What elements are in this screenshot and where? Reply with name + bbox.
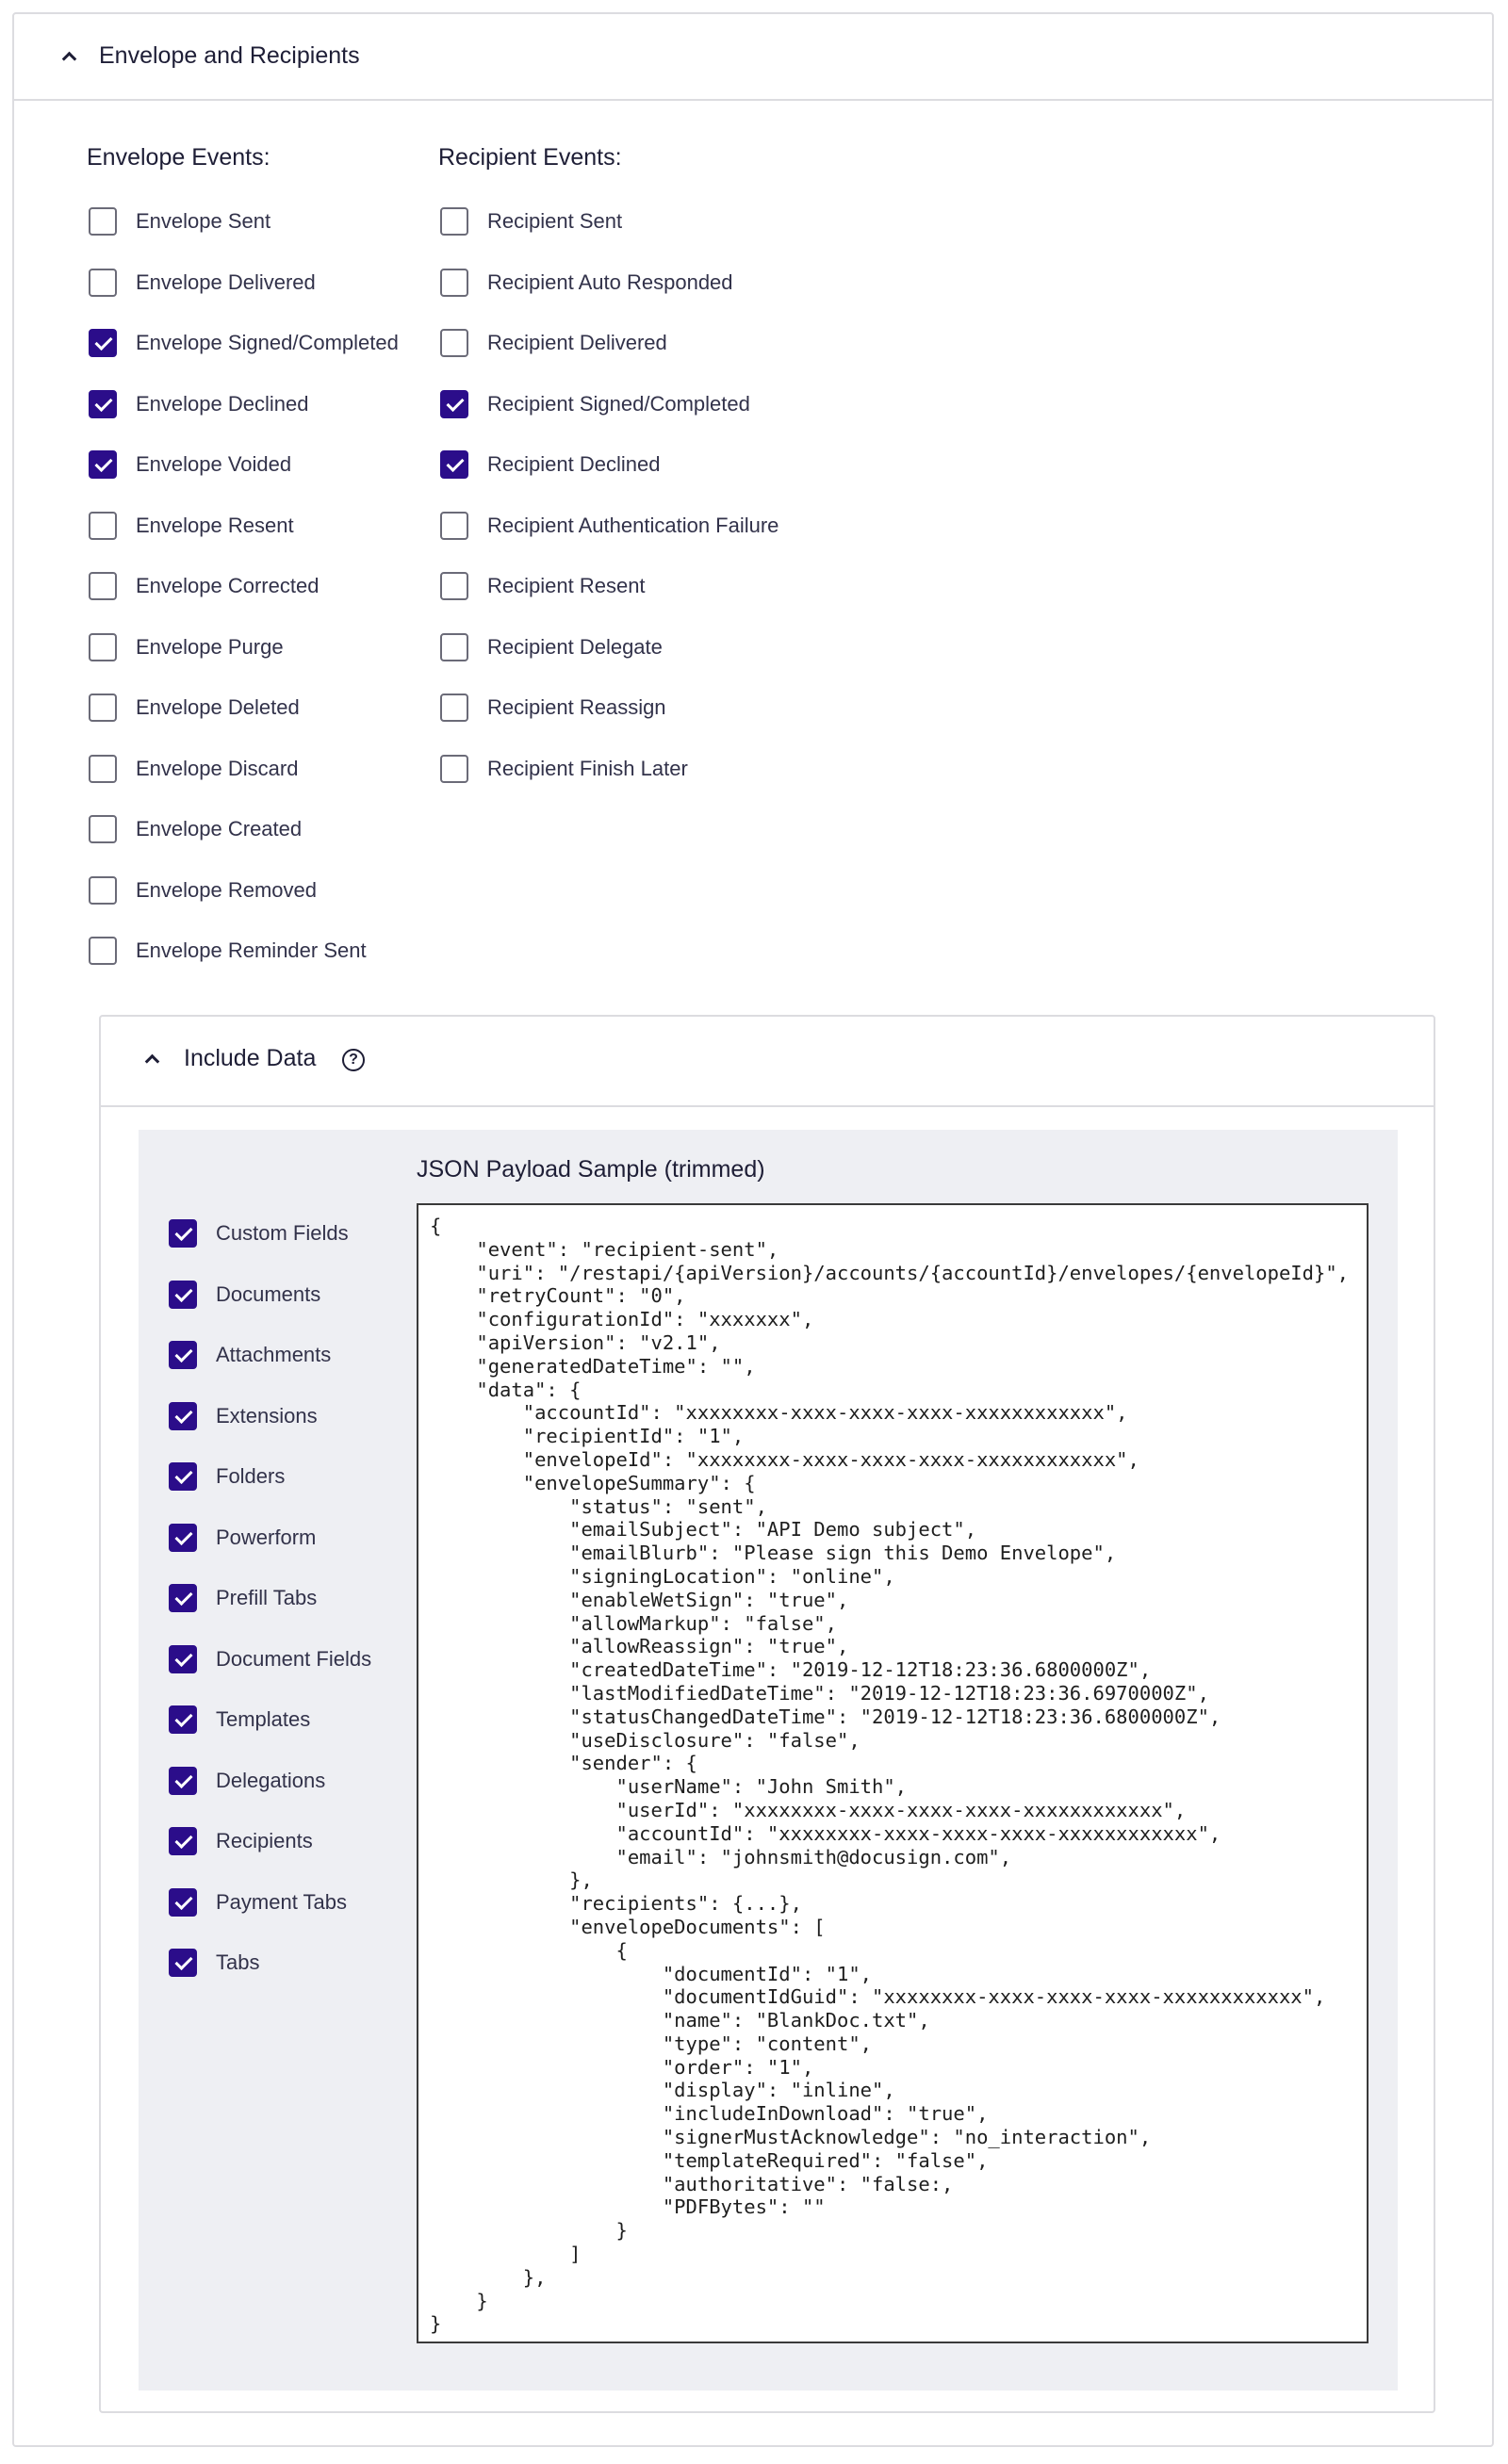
checkbox-unchecked-icon[interactable] (89, 633, 117, 661)
checkbox-recipient-delivered[interactable] (440, 324, 667, 362)
checkbox-checked-icon[interactable] (169, 1949, 197, 1977)
checkbox-label: Envelope Reminder Sent (136, 938, 367, 962)
checkbox-checked-icon[interactable] (169, 1827, 197, 1855)
checkbox-envelope-discard[interactable] (89, 750, 298, 788)
envelope-recipients-header[interactable] (14, 14, 1492, 101)
checkbox-envelope-resent[interactable] (89, 507, 294, 545)
checkbox-label: Recipients (216, 1829, 313, 1852)
help-icon[interactable]: ? (342, 1049, 365, 1071)
checkbox-label: Recipient Resent (487, 574, 646, 597)
checkbox-envelope-voided[interactable] (89, 446, 291, 483)
checkbox-label: Envelope Resent (136, 513, 294, 537)
checkbox-label: Envelope Sent (136, 209, 271, 233)
checkbox-label: Envelope Signed/Completed (136, 331, 399, 354)
checkbox-attachments[interactable] (169, 1336, 331, 1374)
checkbox-unchecked-icon[interactable] (440, 329, 468, 357)
section-title: Envelope and Recipients (99, 42, 360, 69)
checkbox-envelope-corrected[interactable] (89, 567, 319, 605)
checkbox-envelope-removed[interactable] (89, 872, 317, 909)
json-payload-code: { "event": "recipient-sent", "uri": "/restapi/{apiVersion}/accounts/{accountId}/envelopes/{envelopeId}", "retryCount": "0", "configurationId": "xxxxxxx", "apiVersion": "v2.1", "generatedDateTime": "", "data": { "accountId": "xxxxxxxx-xxxx-xxxx-xxxx-xxxxxxxxxxxx", "recipientId": "1", "envelopeId": "xxxxxxxx-xxxx-xxxx-xxxx-xxxxxxxxxxxx", "envelopeSummary": { "status": "sent", "emailSubject": "API Demo subject", "emailBlurb": "Please sign this Demo Envelope", "signingLocation": "online", "enableWetSign": "true", "allowMarkup": "false", "allowReassign": "true", "createdDateTime": "2019-12-12T18:23:36.6800000Z", "lastModifiedDateTime": "2019-12-12T18:23:36.6970000Z", "statusChangedDateTime": "2019-12-12T18:23:36.6800000Z", "useDisclosure": "false", "sender": { "userName": "John Smith", "userId": "xxxxxxxx-xxxx-xxxx-xxxx-xxxxxxxxxxxx", "accountId": "xxxxxxxx-xxxx-xxxx-xxxx-xxxxxxxxxxxx", "email": "johnsmith@docusign.com", }, "recipients": {...}, "envelopeDocuments": [ { "documentId": "1", "documentIdGuid": "xxxxxxxx-xxxx-xxxx-xxxx-xxxxxxxxxxxx", "name": "BlankDoc.txt", "type": "content", "order": "1", "display": "inline", "includeInDownload": "true", "signerMustAcknowledge": "no_interaction", "templateRequired": "false", "authoritative": "false:, "PDFBytes": "" } ] }, } } (430, 1215, 1350, 2336)
include-data-title: Include Data (184, 1045, 317, 1071)
checkbox-unchecked-icon[interactable] (89, 815, 117, 843)
checkbox-label: Envelope Discard (136, 756, 299, 780)
checkbox-checked-icon[interactable] (169, 1705, 197, 1734)
checkbox-label: Recipient Finish Later (487, 756, 688, 780)
checkbox-label: Envelope Removed (136, 877, 318, 902)
checkbox-envelope-deleted[interactable] (89, 689, 300, 726)
checkbox-label: Recipient Delivered (487, 331, 667, 354)
checkbox-powerform[interactable] (169, 1519, 316, 1557)
checkbox-label: Extensions (216, 1403, 318, 1428)
checkbox-recipients[interactable] (169, 1822, 313, 1860)
checkbox-unchecked-icon[interactable] (89, 572, 117, 600)
checkbox-checked-icon[interactable] (440, 450, 468, 479)
checkbox-label: Recipient Reassign (487, 695, 666, 719)
checkbox-label: Envelope Purge (136, 634, 284, 659)
checkbox-label: Recipient Delegate (487, 634, 663, 659)
checkbox-unchecked-icon[interactable] (89, 512, 117, 540)
checkbox-unchecked-icon[interactable] (89, 207, 117, 236)
checkbox-checked-icon[interactable] (169, 1341, 197, 1369)
checkbox-label: Delegations (216, 1768, 326, 1792)
checkbox-recipient-reassign[interactable] (440, 689, 666, 726)
checkbox-envelope-sent[interactable] (89, 203, 270, 240)
checkbox-unchecked-icon[interactable] (440, 269, 468, 297)
checkbox-document-fields[interactable] (169, 1640, 371, 1678)
checkbox-prefill-tabs[interactable] (169, 1579, 317, 1617)
checkbox-checked-icon[interactable] (169, 1281, 197, 1309)
checkbox-envelope-declined[interactable] (89, 385, 308, 423)
checkbox-payment-tabs[interactable] (169, 1884, 347, 1921)
checkbox-unchecked-icon[interactable] (89, 876, 117, 905)
checkbox-checked-icon[interactable] (89, 450, 117, 479)
include-data-panel (99, 1015, 1435, 2413)
chevron-up-icon[interactable] (61, 49, 74, 62)
checkbox-unchecked-icon[interactable] (89, 269, 117, 297)
checkbox-unchecked-icon[interactable] (89, 937, 117, 965)
checkbox-checked-icon[interactable] (169, 1402, 197, 1430)
checkbox-templates[interactable] (169, 1701, 310, 1738)
checkbox-checked-icon[interactable] (169, 1462, 197, 1491)
checkbox-label: Recipient Auto Responded (487, 269, 733, 294)
checkbox-unchecked-icon[interactable] (440, 207, 468, 236)
checkbox-unchecked-icon[interactable] (440, 694, 468, 722)
checkbox-unchecked-icon[interactable] (440, 572, 468, 600)
checkbox-label: Recipient Signed/Completed (487, 391, 750, 416)
checkbox-label: Recipient Declined (487, 452, 661, 476)
checkbox-unchecked-icon[interactable] (89, 755, 117, 783)
checkbox-documents[interactable] (169, 1276, 320, 1314)
checkbox-label: Recipient Sent (487, 209, 623, 233)
checkbox-recipient-declined[interactable] (440, 446, 660, 483)
checkbox-label: Document Fields (216, 1646, 372, 1671)
checkbox-checked-icon[interactable] (169, 1524, 197, 1552)
envelope-recipients-panel (12, 12, 1494, 2447)
checkbox-label: Envelope Corrected (136, 574, 320, 597)
checkbox-envelope-signed-completed[interactable] (89, 324, 399, 362)
checkbox-label: Envelope Created (136, 817, 303, 840)
checkbox-label: Attachments (216, 1343, 332, 1366)
json-payload-title: JSON Payload Sample (trimmed) (417, 1156, 765, 1183)
checkbox-envelope-purge[interactable] (89, 628, 284, 666)
checkbox-delegations[interactable] (169, 1762, 325, 1800)
checkbox-recipient-finish-later[interactable] (440, 750, 688, 788)
include-data-header[interactable] (101, 1017, 1434, 1107)
checkbox-envelope-created[interactable] (89, 810, 302, 848)
checkbox-label: Documents (216, 1281, 321, 1306)
checkbox-label: Envelope Declined (136, 391, 309, 416)
checkbox-label: Prefill Tabs (216, 1586, 318, 1609)
checkbox-label: Custom Fields (216, 1221, 349, 1245)
checkbox-recipient-delegate[interactable] (440, 628, 663, 666)
checkbox-label: Recipient Authentication Failure (487, 513, 779, 537)
checkbox-checked-icon[interactable] (169, 1767, 197, 1795)
checkbox-folders[interactable] (169, 1458, 285, 1495)
checkbox-envelope-reminder-sent[interactable] (89, 932, 367, 970)
recipient-events-title: Recipient Events: (438, 144, 622, 171)
checkbox-envelope-delivered[interactable] (89, 264, 316, 302)
json-payload-box[interactable] (417, 1203, 1369, 2343)
checkbox-label: Envelope Delivered (136, 269, 316, 294)
checkbox-checked-icon[interactable] (89, 390, 117, 418)
checkbox-label: Powerform (216, 1525, 317, 1549)
checkbox-checked-icon[interactable] (169, 1584, 197, 1612)
checkbox-checked-icon[interactable] (169, 1888, 197, 1917)
checkbox-recipient-auto-responded[interactable] (440, 264, 733, 302)
checkbox-label: Envelope Voided (136, 452, 292, 476)
checkbox-recipient-resent[interactable] (440, 567, 646, 605)
checkbox-label: Envelope Deleted (136, 695, 300, 719)
envelope-events-title: Envelope Events: (87, 144, 270, 171)
checkbox-label: Templates (216, 1707, 311, 1731)
checkbox-checked-icon[interactable] (89, 329, 117, 357)
chevron-up-icon[interactable] (144, 1052, 157, 1065)
checkbox-checked-icon[interactable] (440, 390, 468, 418)
checkbox-extensions[interactable] (169, 1397, 318, 1435)
checkbox-checked-icon[interactable] (169, 1219, 197, 1248)
checkbox-recipient-sent[interactable] (440, 203, 622, 240)
checkbox-unchecked-icon[interactable] (440, 755, 468, 783)
include-data-content (139, 1130, 1398, 2391)
checkbox-unchecked-icon[interactable] (440, 512, 468, 540)
checkbox-unchecked-icon[interactable] (440, 633, 468, 661)
checkbox-tabs[interactable] (169, 1944, 259, 1982)
checkbox-label: Payment Tabs (216, 1889, 348, 1914)
checkbox-label: Folders (216, 1464, 286, 1488)
checkbox-recipient-authentication-failure[interactable] (440, 507, 779, 545)
checkbox-recipient-signed-completed[interactable] (440, 385, 750, 423)
checkbox-custom-fields[interactable] (169, 1215, 349, 1252)
checkbox-label: Tabs (216, 1950, 260, 1974)
checkbox-checked-icon[interactable] (169, 1645, 197, 1673)
checkbox-unchecked-icon[interactable] (89, 694, 117, 722)
